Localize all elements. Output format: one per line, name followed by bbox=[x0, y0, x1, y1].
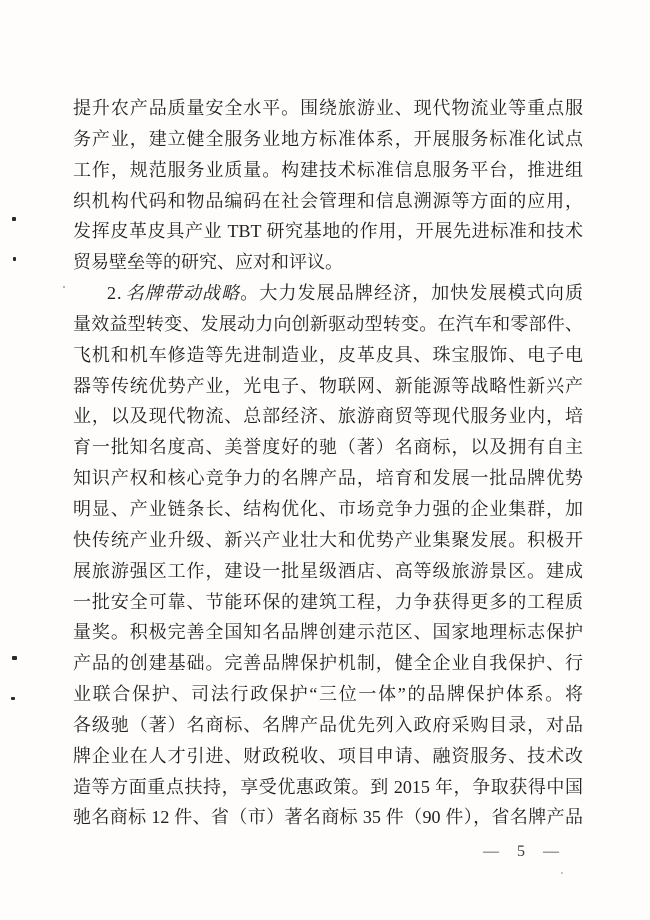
text-line: 驰名商标 12 件、省（市）著名商标 35 件（90 件），省名牌产品 bbox=[73, 807, 583, 828]
page-number: — 5 — bbox=[483, 843, 566, 860]
text-line: 提升农产品质量安全水平。围绕旅游业、现代物流业等重点服 bbox=[73, 98, 583, 118]
text-line: 育一批知名度高、美誉度好的驰（著）名商标，以及拥有自主 bbox=[73, 437, 583, 458]
text-line: 量效益型转变、发展动力向创新驱动型转变。在汽车和零部件、 bbox=[73, 313, 583, 334]
scan-speck bbox=[12, 656, 17, 660]
text-line: 器等传统优势产业，光电子、物联网、新能源等战略性新兴产 bbox=[73, 375, 583, 396]
text-line: 织机构代码和物品编码在社会管理和信息溯源等方面的应用， bbox=[73, 190, 583, 211]
text-line-paragraph-start bbox=[73, 278, 583, 309]
scan-speck bbox=[12, 217, 16, 221]
text-line: 快传统产业升级、新兴产业壮大和优势产业集聚发展。积极开 bbox=[73, 529, 583, 550]
text-line: 明显、产业链条长、结构优化、市场竞争力强的企业集群，加 bbox=[73, 498, 583, 519]
text-line: 造等方面重点扶持，享受优惠政策。到 2015 年，争取获得中国 bbox=[73, 776, 583, 797]
scan-speck bbox=[63, 286, 65, 288]
text-line: 工作，规范服务业质量。构建技术标准信息服务平台，推进组 bbox=[73, 159, 583, 180]
text-line: 飞机和机车修造等先进制造业，皮革皮具、珠宝服饰、电子电 bbox=[73, 344, 583, 365]
text-line: 展旅游强区工作，建设一批星级酒店、高等级旅游景区。建成 bbox=[73, 560, 583, 581]
text-segment: 。大力发展品牌经济，加快发展模式向质 bbox=[240, 283, 584, 304]
emphasis-term: 名牌带动战略 bbox=[124, 283, 241, 304]
text-line: 各级驰（著）名商标、名牌产品优先列入政府采购目录，对品 bbox=[73, 714, 583, 735]
text-line: 业联合保护、司法行政保护“三位一体”的品牌保护体系。将 bbox=[73, 684, 583, 705]
text-line: 一批安全可靠、节能环保的建筑工程，力争获得更多的工程质 bbox=[73, 591, 583, 612]
text-line: 知识产权和核心竞争力的名牌产品，培育和发展一批品牌优势 bbox=[73, 468, 583, 489]
text-line-paragraph-end: 贸易壁垒等的研究、应对和评议。 bbox=[73, 252, 343, 273]
scan-speck bbox=[11, 697, 15, 700]
text-line: 发挥皮革皮具产业 TBT 研究基地的作用，开展先进标准和技术 bbox=[73, 221, 583, 242]
text-line: 牌企业在人才引进、财政税收、项目申请、融资服务、技术改 bbox=[73, 745, 583, 766]
text-line: 务产业，建立健全服务业地方标准体系，开展服务标准化试点 bbox=[73, 128, 583, 149]
text-line: 产品的创建基础。完善品牌保护机制，健全企业自我保护、行 bbox=[73, 653, 583, 674]
text-line: 业，以及现代物流、总部经济、旅游商贸等现代服务业内，培 bbox=[73, 406, 583, 427]
list-number: 2. bbox=[107, 283, 123, 304]
scan-speck bbox=[13, 257, 16, 261]
document-body bbox=[73, 93, 583, 833]
scan-speck bbox=[561, 872, 563, 874]
text-line: 量奖。积极完善全国知名品牌创建示范区、国家地理标志保护 bbox=[73, 622, 583, 643]
